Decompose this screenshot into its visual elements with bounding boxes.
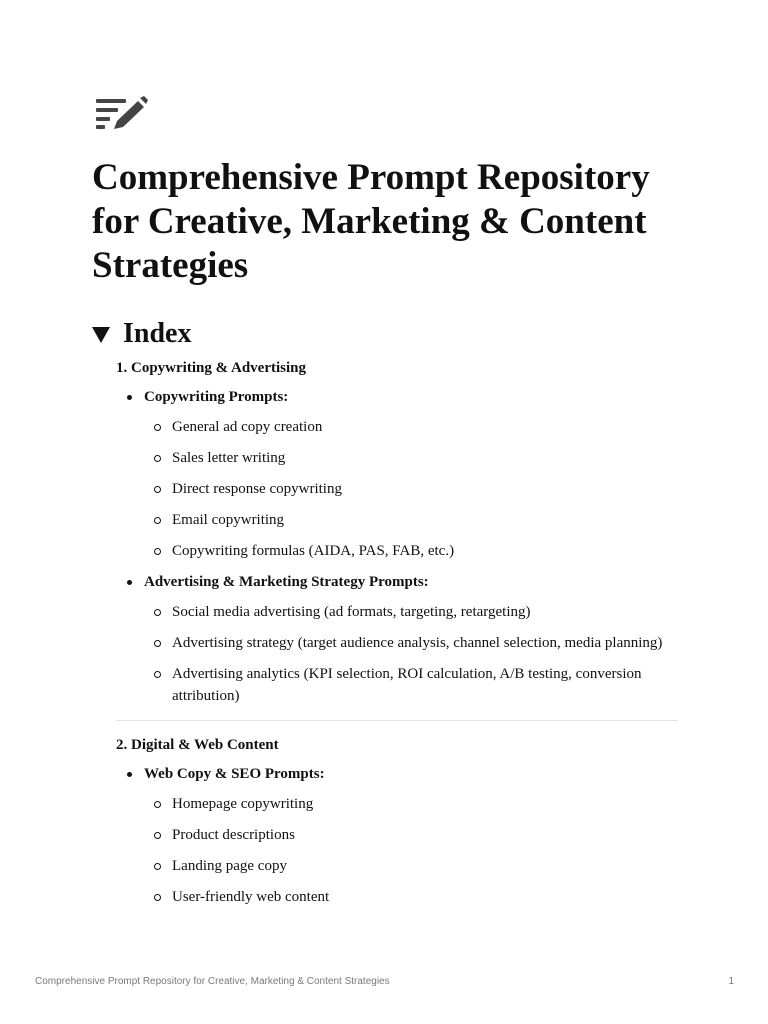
list-item-text: Email copywriting — [172, 512, 285, 528]
page-footer — [35, 976, 734, 987]
list-item-text: Homepage copywriting — [172, 796, 314, 812]
circle-bullet-icon — [154, 486, 161, 493]
list-item-text: Advertising strategy (target audience analysis, channel selection, media planning) — [172, 635, 663, 651]
section-title: 2. Digital & Web Content — [116, 737, 279, 753]
list-item-text: Landing page copy — [172, 858, 287, 874]
circle-bullet-icon — [154, 609, 161, 616]
sub-list — [144, 597, 678, 712]
list-item-text: Social media advertising (ad formats, targeting, retargeting) — [172, 604, 531, 620]
list-item-text: Sales letter writing — [172, 450, 286, 466]
list-item — [144, 882, 678, 913]
list-item — [144, 820, 678, 851]
list-item-text: Advertising analytics (KPI selection, ROI calculation, A/B testing, conversion attribution) — [172, 666, 642, 704]
list-item — [116, 759, 678, 913]
bullet-dot-icon — [127, 772, 132, 777]
sub-list — [144, 789, 678, 913]
bullet-list — [116, 382, 678, 712]
list-item — [144, 597, 678, 628]
circle-bullet-icon — [154, 863, 161, 870]
toggle-triangle-icon[interactable] — [92, 327, 110, 343]
list-item — [144, 851, 678, 882]
circle-bullet-icon — [154, 801, 161, 808]
page-title: Comprehensive Prompt Repository for Creative, Marketing & Content Strategies — [92, 157, 650, 286]
notes-edit-icon — [94, 96, 150, 132]
group-label: Advertising & Marketing Strategy Prompts: — [144, 574, 429, 590]
circle-bullet-icon — [154, 548, 161, 555]
section-title: 1. Copywriting & Advertising — [116, 360, 307, 376]
bullet-dot-icon — [127, 395, 132, 400]
list-item-text: Copywriting formulas (AIDA, PAS, FAB, etc.) — [172, 543, 455, 559]
list-item — [144, 536, 678, 567]
circle-bullet-icon — [154, 640, 161, 647]
circle-bullet-icon — [154, 894, 161, 901]
index-toggle[interactable] — [92, 316, 191, 352]
circle-bullet-icon — [154, 517, 161, 524]
list-item — [144, 474, 678, 505]
circle-bullet-icon — [154, 832, 161, 839]
circle-bullet-icon — [154, 424, 161, 431]
footer-page-number: 1 — [728, 976, 734, 987]
list-item-text: Direct response copywriting — [172, 481, 342, 497]
footer-doc-title: Comprehensive Prompt Repository for Creative, Marketing & Content Strategies — [35, 976, 390, 987]
list-item — [144, 628, 678, 659]
list-item — [144, 789, 678, 820]
group-label: Copywriting Prompts: — [144, 389, 289, 405]
index-section — [116, 731, 678, 913]
list-item — [116, 567, 678, 712]
list-item-text: User-friendly web content — [172, 889, 330, 905]
section-divider — [116, 720, 678, 721]
list-item — [144, 505, 678, 536]
list-item — [144, 412, 678, 443]
toggle-heading-label: Index — [123, 318, 192, 349]
sub-list — [144, 412, 678, 567]
index-section — [116, 354, 678, 721]
list-item-text: General ad copy creation — [172, 419, 323, 435]
bullet-dot-icon — [127, 580, 132, 585]
list-item — [144, 659, 678, 712]
bullet-list — [116, 759, 678, 913]
circle-bullet-icon — [154, 671, 161, 678]
list-item — [116, 382, 678, 567]
group-label: Web Copy & SEO Prompts: — [144, 766, 325, 782]
list-item — [144, 443, 678, 474]
circle-bullet-icon — [154, 455, 161, 462]
index-content — [116, 354, 678, 913]
list-item-text: Product descriptions — [172, 827, 295, 843]
